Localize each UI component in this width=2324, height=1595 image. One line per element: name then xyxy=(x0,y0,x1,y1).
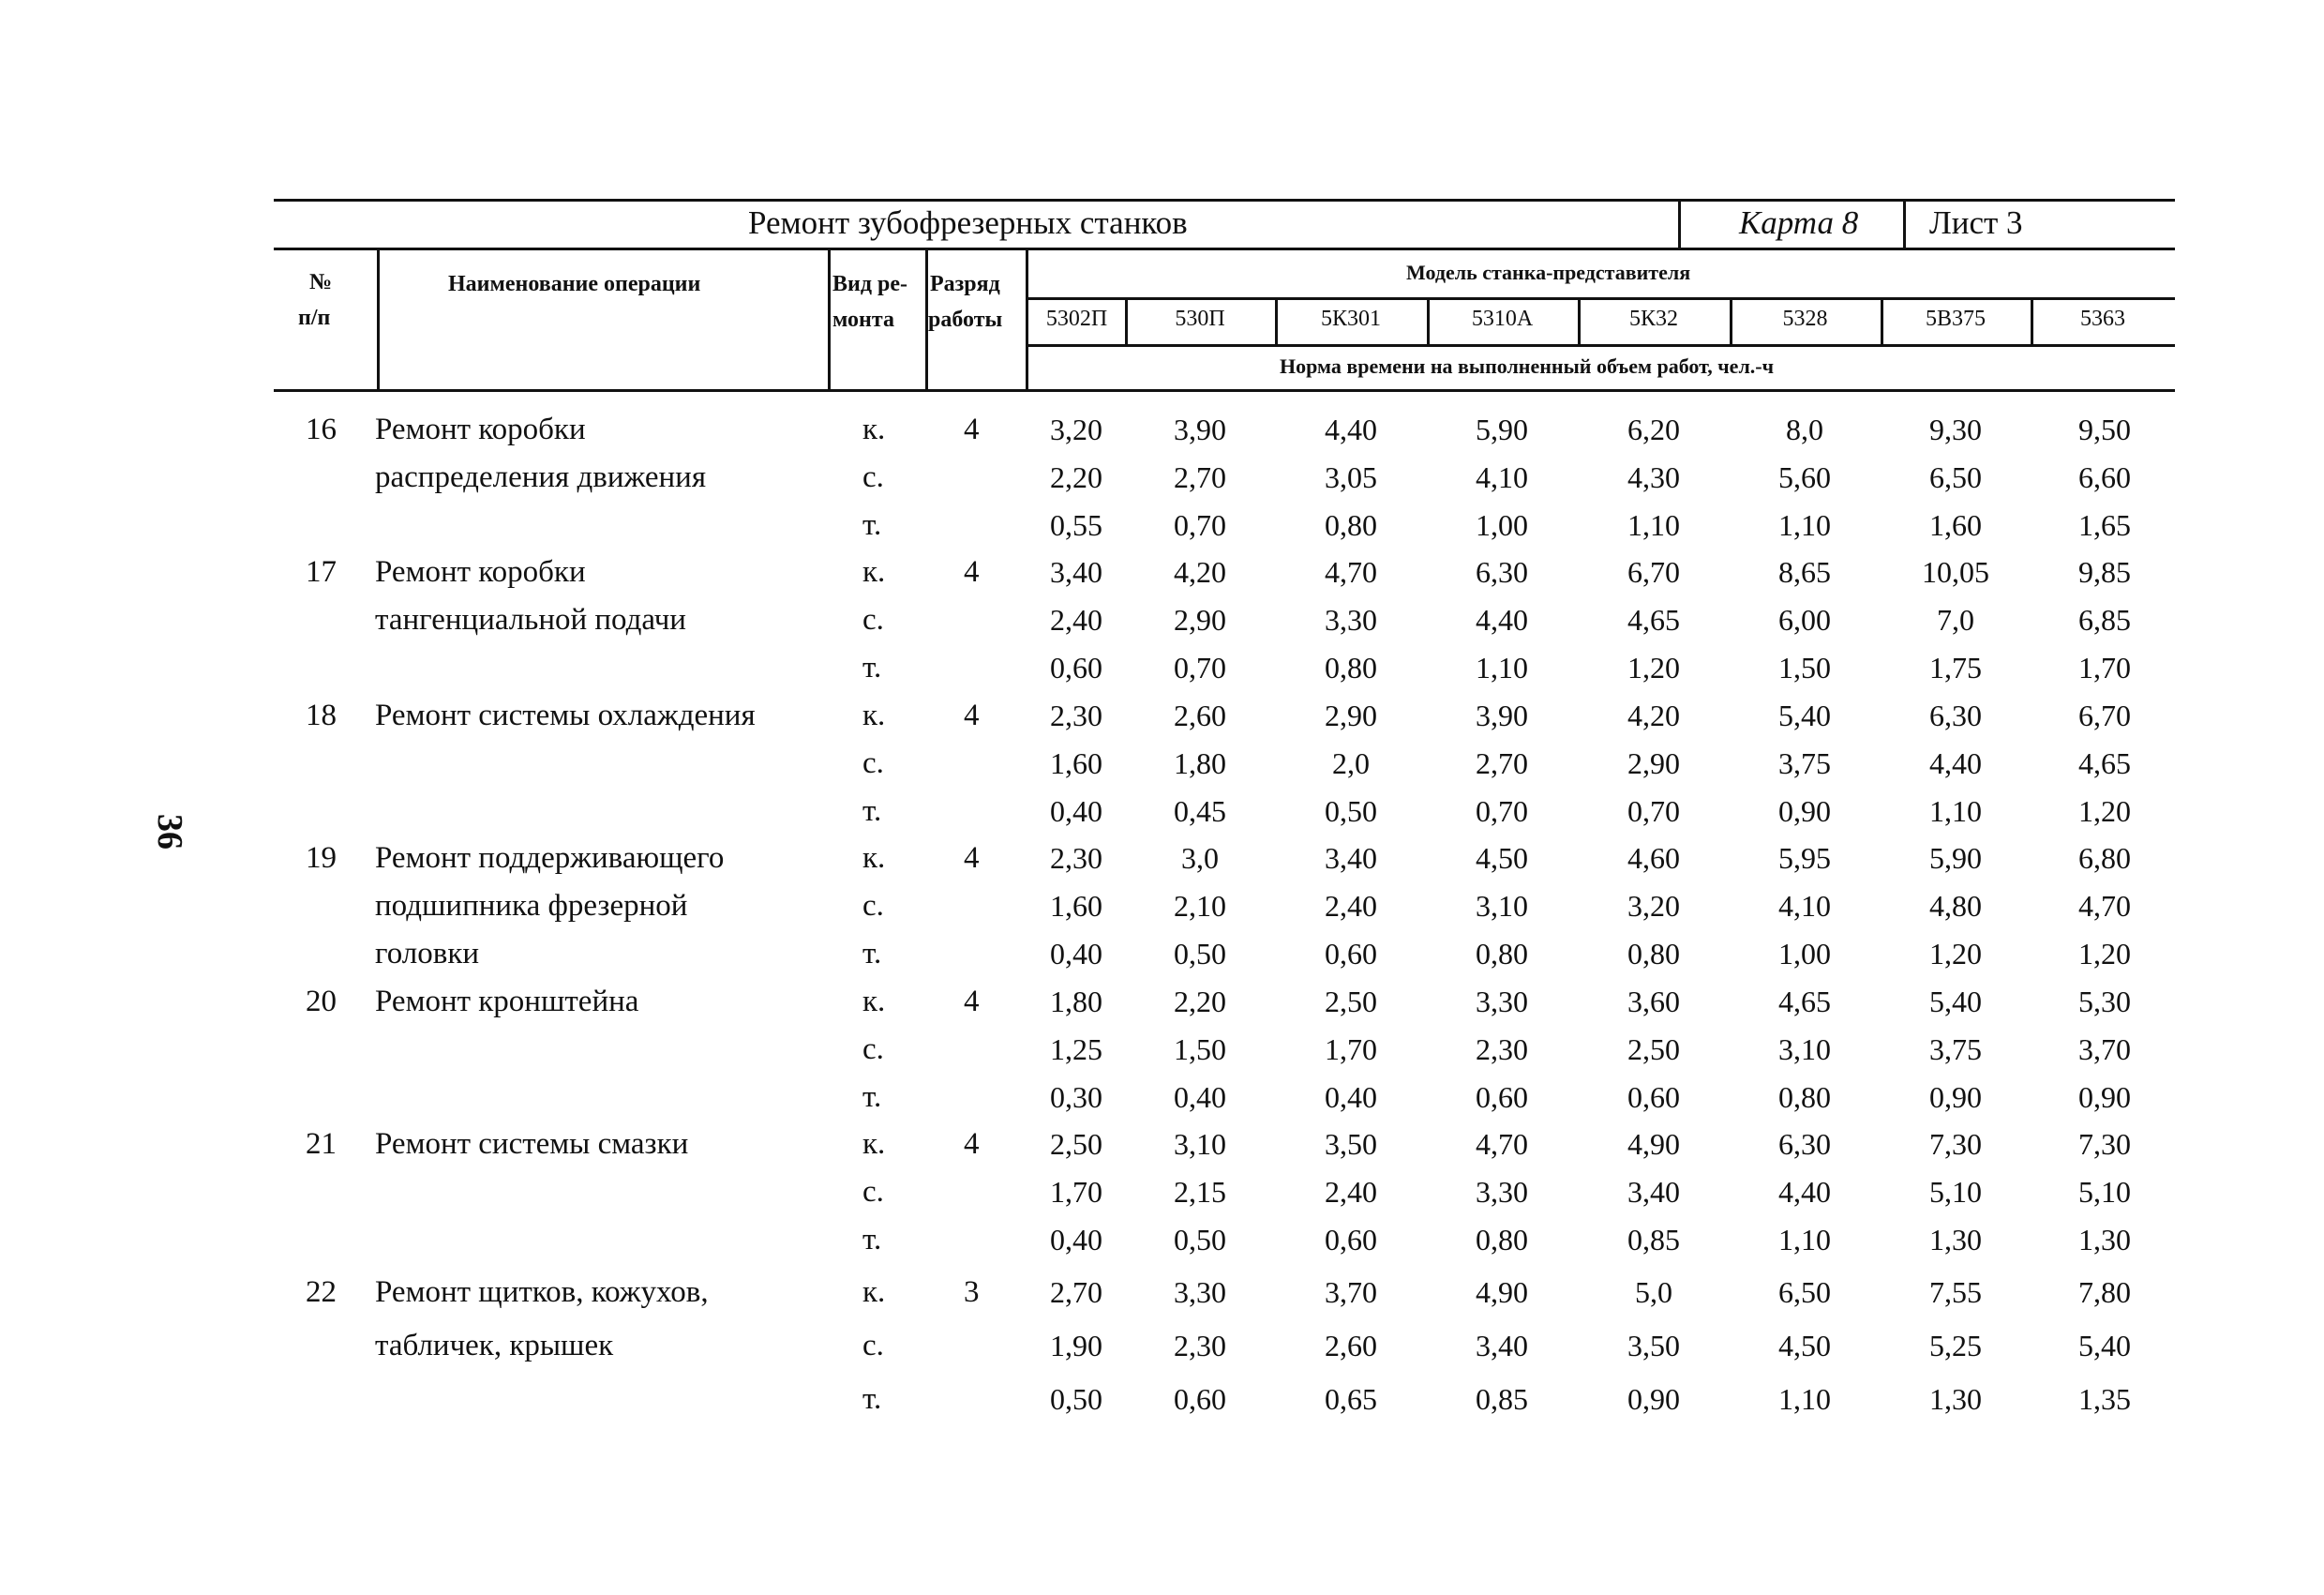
operation-name: распределения движения xyxy=(375,460,707,494)
model-header: 5В375 xyxy=(1925,307,1986,331)
table-top-border xyxy=(274,199,2175,202)
norm-value: 2,70 xyxy=(1050,1275,1102,1309)
norm-value: 1,00 xyxy=(1476,508,1528,542)
norm-value: 4,40 xyxy=(1476,603,1528,637)
norm-value: 1,10 xyxy=(1778,1223,1831,1256)
norm-value: 5,40 xyxy=(1778,699,1831,732)
norm-value: 4,70 xyxy=(1325,555,1377,589)
model-header: 530П xyxy=(1175,307,1225,331)
norm-value: 4,70 xyxy=(1476,1127,1528,1161)
norm-value: 1,25 xyxy=(1050,1032,1102,1066)
norm-value: 5,30 xyxy=(2078,985,2131,1018)
sheet-divider xyxy=(1903,199,1906,249)
norm-value: 0,40 xyxy=(1050,794,1102,828)
norm-value: 0,65 xyxy=(1325,1382,1377,1416)
norm-value: 4,50 xyxy=(1778,1329,1831,1362)
norm-value: 0,30 xyxy=(1050,1080,1102,1114)
norm-value: 1,60 xyxy=(1929,508,1982,542)
operation-name: головки xyxy=(375,937,480,971)
norm-value: 1,30 xyxy=(1929,1382,1982,1416)
norm-value: 1,70 xyxy=(1050,1175,1102,1209)
repair-type: т. xyxy=(862,1223,882,1256)
norm-value: 4,90 xyxy=(1476,1275,1528,1309)
norm-value: 0,80 xyxy=(1325,508,1377,542)
norm-value: 0,60 xyxy=(1476,1080,1528,1114)
operation-name: подшипника фрезерной xyxy=(375,889,688,923)
row-number: 16 xyxy=(306,413,337,446)
norm-value: 5,10 xyxy=(2078,1175,2131,1209)
norm-value: 3,40 xyxy=(1627,1175,1680,1209)
repair-type: т. xyxy=(862,937,882,971)
norm-value: 7,30 xyxy=(2078,1127,2131,1161)
norm-value: 3,90 xyxy=(1174,413,1226,446)
model-header: 5К301 xyxy=(1320,307,1381,331)
norm-value: 2,30 xyxy=(1050,699,1102,732)
operation-name: Ремонт системы охлаждения xyxy=(375,699,756,732)
norm-value: 0,90 xyxy=(1929,1080,1982,1114)
norm-value: 1,70 xyxy=(2078,651,2131,685)
card-label: Карта 8 xyxy=(1739,204,1859,241)
norm-value: 6,30 xyxy=(1929,699,1982,732)
norm-value: 0,80 xyxy=(1476,1223,1528,1256)
norm-value: 0,70 xyxy=(1627,794,1680,828)
norm-value: 3,75 xyxy=(1929,1032,1982,1066)
operation-name: Ремонт коробки xyxy=(375,555,586,589)
norm-value: 5,0 xyxy=(1635,1275,1672,1309)
norm-value: 2,70 xyxy=(1476,746,1528,780)
norm-value: 6,20 xyxy=(1627,413,1680,446)
norm-value: 2,60 xyxy=(1325,1329,1377,1362)
norm-value: 2,0 xyxy=(1332,746,1370,780)
norm-value: 3,90 xyxy=(1476,699,1528,732)
repair-type: с. xyxy=(862,1032,884,1066)
norm-value: 0,90 xyxy=(1627,1382,1680,1416)
norm-value: 2,90 xyxy=(1627,746,1680,780)
norm-value: 1,20 xyxy=(2078,937,2131,971)
norm-value: 0,60 xyxy=(1325,937,1377,971)
col-divider-num xyxy=(377,248,380,390)
repair-type: к. xyxy=(862,841,886,875)
model-header: 5К32 xyxy=(1628,307,1678,331)
header-repair-type-line2: монта xyxy=(832,308,894,332)
repair-type: т. xyxy=(862,508,882,542)
norm-value: 0,70 xyxy=(1476,794,1528,828)
norm-value: 0,85 xyxy=(1627,1223,1680,1256)
row-number: 21 xyxy=(306,1127,337,1161)
operation-name: тангенциальной подачи xyxy=(375,603,686,637)
norm-value: 3,10 xyxy=(1778,1032,1831,1066)
repair-type: к. xyxy=(862,699,886,732)
norm-value: 2,50 xyxy=(1325,985,1377,1018)
work-grade: 4 xyxy=(964,985,980,1018)
norm-value: 1,60 xyxy=(1050,746,1102,780)
norm-value: 3,70 xyxy=(2078,1032,2131,1066)
norm-value: 1,10 xyxy=(1929,794,1982,828)
header-model-group: Модель станка-представителя xyxy=(1406,261,1691,284)
norm-value: 1,75 xyxy=(1929,651,1982,685)
norm-value: 6,50 xyxy=(1778,1275,1831,1309)
operation-name: Ремонт кронштейна xyxy=(375,985,639,1018)
repair-type: к. xyxy=(862,1275,886,1309)
norm-value: 2,90 xyxy=(1174,603,1226,637)
table-title: Ремонт зубофрезерных станков xyxy=(748,204,1188,241)
norm-value: 1,50 xyxy=(1174,1032,1226,1066)
norm-value: 4,40 xyxy=(1325,413,1377,446)
header-num-line2: п/п xyxy=(298,306,331,330)
norm-value: 9,50 xyxy=(2078,413,2131,446)
operation-name: Ремонт поддерживающего xyxy=(375,841,725,875)
norm-value: 1,10 xyxy=(1476,651,1528,685)
norm-value: 0,90 xyxy=(1778,794,1831,828)
header-grade-line2: работы xyxy=(928,308,1003,332)
norm-value: 1,20 xyxy=(1627,651,1680,685)
header-repair-type-line1: Вид ре- xyxy=(832,272,907,296)
row-number: 17 xyxy=(306,555,337,589)
norm-value: 4,10 xyxy=(1476,460,1528,494)
norm-value: 2,15 xyxy=(1174,1175,1226,1209)
norm-value: 0,60 xyxy=(1325,1223,1377,1256)
norm-value: 0,80 xyxy=(1627,937,1680,971)
norm-value: 0,60 xyxy=(1050,651,1102,685)
norm-value: 5,95 xyxy=(1778,841,1831,875)
norm-value: 1,80 xyxy=(1050,985,1102,1018)
norm-value: 0,45 xyxy=(1174,794,1226,828)
norm-value: 2,60 xyxy=(1174,699,1226,732)
norm-value: 4,90 xyxy=(1627,1127,1680,1161)
norm-value: 1,10 xyxy=(1778,1382,1831,1416)
norm-value: 7,30 xyxy=(1929,1127,1982,1161)
norm-value: 3,75 xyxy=(1778,746,1831,780)
norm-value: 2,70 xyxy=(1174,460,1226,494)
norm-value: 9,30 xyxy=(1929,413,1982,446)
norm-value: 5,40 xyxy=(1929,985,1982,1018)
norm-value: 0,40 xyxy=(1174,1080,1226,1114)
repair-type: с. xyxy=(862,603,884,637)
norm-value: 8,65 xyxy=(1778,555,1831,589)
norm-value: 0,60 xyxy=(1174,1382,1226,1416)
norm-value: 5,25 xyxy=(1929,1329,1982,1362)
norm-value: 1,60 xyxy=(1050,889,1102,923)
norm-value: 2,10 xyxy=(1174,889,1226,923)
norm-value: 4,70 xyxy=(2078,889,2131,923)
work-grade: 4 xyxy=(964,555,980,589)
norm-value: 7,0 xyxy=(1937,603,1974,637)
model-header: 5310А xyxy=(1471,307,1534,331)
norm-value: 1,10 xyxy=(1778,508,1831,542)
model-header: 5302П xyxy=(1045,307,1108,331)
repair-type: т. xyxy=(862,794,882,828)
norm-value: 1,30 xyxy=(2078,1223,2131,1256)
norm-value: 0,80 xyxy=(1325,651,1377,685)
norm-value: 3,60 xyxy=(1627,985,1680,1018)
norm-value: 2,50 xyxy=(1050,1127,1102,1161)
col-divider-name xyxy=(828,248,831,390)
norm-value: 0,50 xyxy=(1325,794,1377,828)
card-divider xyxy=(1678,199,1681,249)
work-grade: 4 xyxy=(964,1127,980,1161)
norm-value: 4,60 xyxy=(1627,841,1680,875)
norm-value: 4,65 xyxy=(2078,746,2131,780)
operation-name: табличек, крышек xyxy=(375,1329,614,1362)
title-bottom-border xyxy=(274,248,2175,250)
norm-value: 6,30 xyxy=(1778,1127,1831,1161)
repair-type: с. xyxy=(862,460,884,494)
norm-value: 3,10 xyxy=(1174,1127,1226,1161)
norm-value: 0,85 xyxy=(1476,1382,1528,1416)
model-header: 5328 xyxy=(1782,307,1828,331)
norm-value: 0,40 xyxy=(1325,1080,1377,1114)
norm-value: 6,50 xyxy=(1929,460,1982,494)
norm-value: 1,35 xyxy=(2078,1382,2131,1416)
header-bottom-border xyxy=(274,389,2175,392)
norm-value: 4,65 xyxy=(1778,985,1831,1018)
norm-value: 3,30 xyxy=(1174,1275,1226,1309)
norm-value: 1,70 xyxy=(1325,1032,1377,1066)
norm-value: 0,50 xyxy=(1174,937,1226,971)
norm-value: 1,50 xyxy=(1778,651,1831,685)
sheet-label: Лист 3 xyxy=(1929,204,2023,241)
row-number: 22 xyxy=(306,1275,337,1309)
norm-value: 5,90 xyxy=(1476,413,1528,446)
page-number: 36 xyxy=(150,814,189,850)
norm-value: 0,60 xyxy=(1627,1080,1680,1114)
repair-type: к. xyxy=(862,413,886,446)
norm-value: 2,30 xyxy=(1174,1329,1226,1362)
operation-name: Ремонт коробки xyxy=(375,413,586,446)
row-number: 19 xyxy=(306,841,337,875)
norm-value: 2,40 xyxy=(1325,1175,1377,1209)
repair-type: с. xyxy=(862,1175,884,1209)
norm-value: 6,00 xyxy=(1778,603,1831,637)
work-grade: 4 xyxy=(964,413,980,446)
norm-value: 1,00 xyxy=(1778,937,1831,971)
norm-value: 4,20 xyxy=(1627,699,1680,732)
norm-value: 3,30 xyxy=(1476,1175,1528,1209)
norm-value: 5,10 xyxy=(1929,1175,1982,1209)
row-number: 18 xyxy=(306,699,337,732)
norm-value: 1,30 xyxy=(1929,1223,1982,1256)
norm-value: 3,20 xyxy=(1050,413,1102,446)
norm-value: 6,30 xyxy=(1476,555,1528,589)
repair-type: т. xyxy=(862,1382,882,1416)
norm-value: 3,20 xyxy=(1627,889,1680,923)
norm-value: 1,10 xyxy=(1627,508,1680,542)
norm-value: 10,05 xyxy=(1922,555,1989,589)
norm-value: 7,55 xyxy=(1929,1275,1982,1309)
repair-type: т. xyxy=(862,651,882,685)
norm-value: 4,80 xyxy=(1929,889,1982,923)
norm-value: 8,0 xyxy=(1786,413,1823,446)
norm-value: 3,50 xyxy=(1627,1329,1680,1362)
norm-value: 1,20 xyxy=(1929,937,1982,971)
work-grade: 3 xyxy=(964,1275,980,1309)
norm-value: 6,60 xyxy=(2078,460,2131,494)
operation-name: Ремонт системы смазки xyxy=(375,1127,689,1161)
norm-value: 2,40 xyxy=(1325,889,1377,923)
repair-type: с. xyxy=(862,1329,884,1362)
norm-value: 2,90 xyxy=(1325,699,1377,732)
model-group-bottom xyxy=(1026,297,2175,300)
header-norm-caption: Норма времени на выполненный объем работ, чел.-ч xyxy=(1280,354,1775,378)
repair-type: с. xyxy=(862,889,884,923)
norm-value: 3,70 xyxy=(1325,1275,1377,1309)
norm-value: 4,40 xyxy=(1929,746,1982,780)
header-grade-line1: Разряд xyxy=(930,272,1000,296)
repair-type: к. xyxy=(862,985,886,1018)
norm-value: 4,40 xyxy=(1778,1175,1831,1209)
norm-value: 1,90 xyxy=(1050,1329,1102,1362)
norm-value: 2,30 xyxy=(1050,841,1102,875)
header-num-line1: № xyxy=(309,270,333,294)
norm-value: 6,70 xyxy=(2078,699,2131,732)
norm-value: 1,65 xyxy=(2078,508,2131,542)
model-header: 5363 xyxy=(2080,307,2125,331)
norm-value: 0,70 xyxy=(1174,651,1226,685)
norm-value: 0,40 xyxy=(1050,937,1102,971)
norm-value: 3,10 xyxy=(1476,889,1528,923)
norm-value: 2,30 xyxy=(1476,1032,1528,1066)
norm-value: 3,05 xyxy=(1325,460,1377,494)
header-operation: Наименование операции xyxy=(448,272,701,296)
norm-value: 0,55 xyxy=(1050,508,1102,542)
norm-value: 3,40 xyxy=(1050,555,1102,589)
row-number: 20 xyxy=(306,985,337,1018)
norm-value: 0,80 xyxy=(1778,1080,1831,1114)
norm-value: 4,10 xyxy=(1778,889,1831,923)
norm-value: 3,30 xyxy=(1476,985,1528,1018)
norm-value: 3,40 xyxy=(1476,1329,1528,1362)
norm-value: 6,80 xyxy=(2078,841,2131,875)
repair-type: к. xyxy=(862,1127,886,1161)
norm-value: 1,80 xyxy=(1174,746,1226,780)
norm-value: 2,20 xyxy=(1174,985,1226,1018)
norm-value: 0,50 xyxy=(1174,1223,1226,1256)
operation-name: Ремонт щитков, кожухов, xyxy=(375,1275,709,1309)
norm-value: 0,70 xyxy=(1174,508,1226,542)
norm-value: 5,90 xyxy=(1929,841,1982,875)
norm-value: 4,65 xyxy=(1627,603,1680,637)
norm-value: 1,20 xyxy=(2078,794,2131,828)
norm-value: 3,0 xyxy=(1181,841,1219,875)
norm-value: 0,80 xyxy=(1476,937,1528,971)
norm-value: 3,30 xyxy=(1325,603,1377,637)
models-bottom xyxy=(1026,344,2175,347)
repair-type: к. xyxy=(862,555,886,589)
norm-value: 5,60 xyxy=(1778,460,1831,494)
norm-value: 5,40 xyxy=(2078,1329,2131,1362)
norm-value: 6,70 xyxy=(1627,555,1680,589)
norm-value: 0,50 xyxy=(1050,1382,1102,1416)
repair-type: с. xyxy=(862,746,884,780)
norm-value: 4,50 xyxy=(1476,841,1528,875)
norm-value: 4,30 xyxy=(1627,460,1680,494)
norm-value: 3,50 xyxy=(1325,1127,1377,1161)
norm-value: 7,80 xyxy=(2078,1275,2131,1309)
norm-value: 2,50 xyxy=(1627,1032,1680,1066)
norm-value: 6,85 xyxy=(2078,603,2131,637)
norm-value: 0,40 xyxy=(1050,1223,1102,1256)
norm-value: 4,20 xyxy=(1174,555,1226,589)
norm-value: 3,40 xyxy=(1325,841,1377,875)
work-grade: 4 xyxy=(964,699,980,732)
norm-value: 2,20 xyxy=(1050,460,1102,494)
repair-type: т. xyxy=(862,1080,882,1114)
norm-value: 2,40 xyxy=(1050,603,1102,637)
norm-value: 9,85 xyxy=(2078,555,2131,589)
work-grade: 4 xyxy=(964,841,980,875)
norm-value: 0,90 xyxy=(2078,1080,2131,1114)
